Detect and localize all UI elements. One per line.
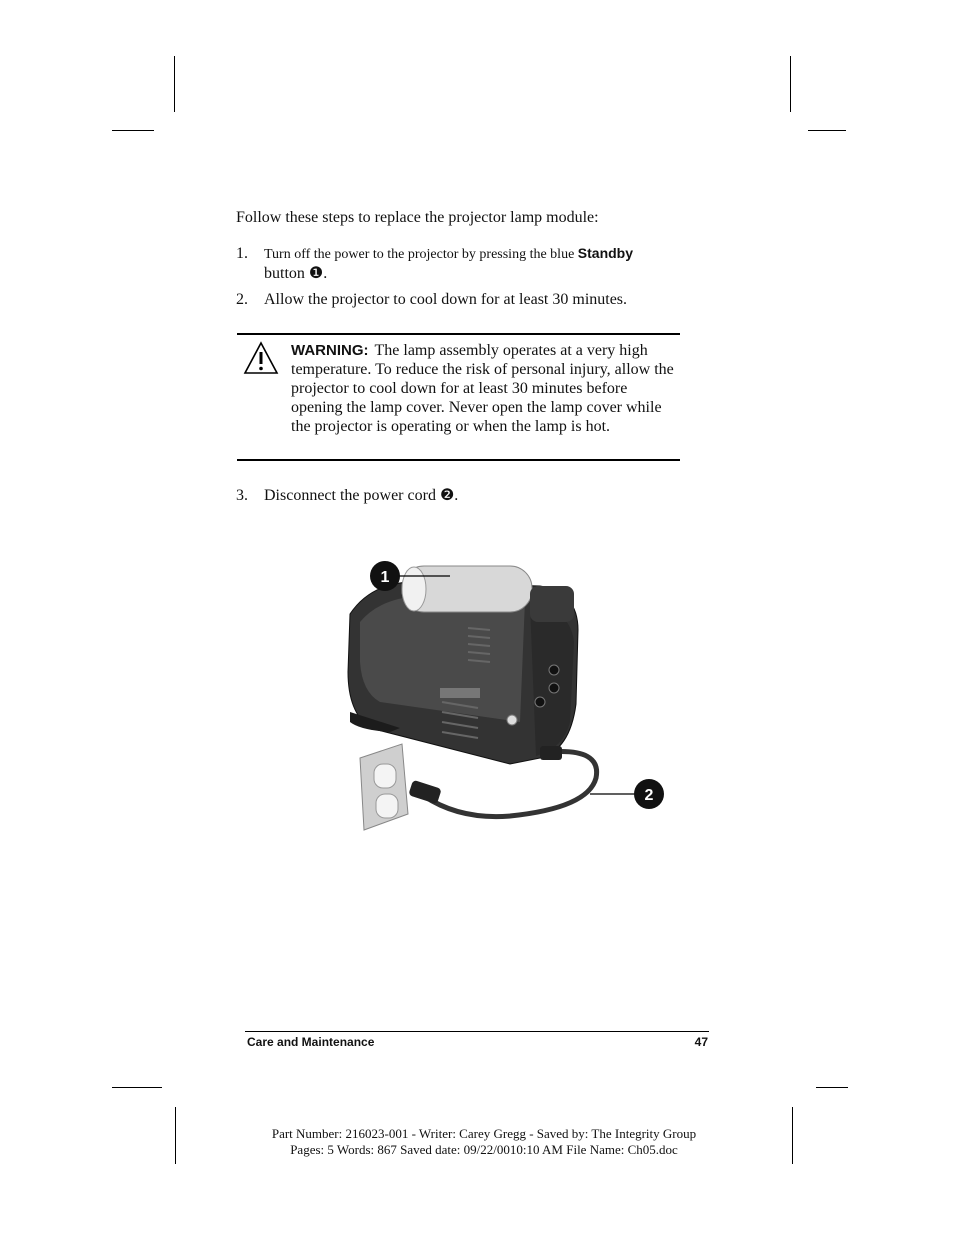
- callout-marker: ❷: [439, 487, 455, 504]
- warning-label: WARNING:: [291, 342, 369, 359]
- page-number: 47: [694, 1035, 708, 1049]
- warning-box: [237, 333, 680, 461]
- footer-rule: [245, 1031, 709, 1032]
- step-number: 3.: [236, 487, 248, 504]
- crop-mark: [112, 130, 154, 131]
- callout-1: 1: [380, 569, 390, 586]
- projector-illustration: [340, 552, 670, 834]
- warning-triangle-icon: [243, 341, 279, 375]
- step-text: Allow the projector to cool down for at least 30 minutes.: [264, 291, 628, 308]
- step-item: [236, 290, 686, 309]
- crop-mark: [792, 1107, 793, 1164]
- crop-mark: [112, 1087, 162, 1088]
- callout-2: 2: [644, 787, 654, 804]
- step-text: Turn off the power to the projector by pressing the blue: [264, 247, 578, 262]
- crop-mark: [790, 56, 791, 112]
- crop-mark: [174, 56, 175, 112]
- intro-text: Follow these steps to replace the projector lamp module:: [236, 209, 599, 226]
- step-end: .: [454, 487, 459, 504]
- step-item: [236, 244, 686, 283]
- step-text: button: [264, 265, 309, 282]
- callout-marker: ❶: [308, 265, 324, 282]
- standby-label: Standby: [577, 245, 634, 261]
- step-number: 1.: [236, 245, 248, 262]
- warning-text: [291, 341, 677, 436]
- step-number: 2.: [236, 291, 248, 308]
- step-text: Disconnect the power cord: [264, 487, 440, 504]
- part-info-line1: Part Number: 216023-001 - Writer: Carey Gregg - Saved by: The Integrity Group: [271, 1126, 697, 1141]
- crop-mark: [816, 1087, 848, 1088]
- footer-section: Care and Maintenance: [247, 1035, 375, 1049]
- part-info-line2: Pages: 5 Words: 867 Saved date: 09/22/0010:10 AM File Name: Ch05.doc: [290, 1142, 678, 1157]
- step-item: [236, 486, 686, 505]
- warning-body: The lamp assembly operates at a very high temperature. To reduce the risk of personal injury, allow the projector to cool down for at least 30 minutes before opening the lamp cover. Never open the lamp cover while the projector is operating or when the lamp is hot.: [291, 342, 674, 435]
- crop-mark: [808, 130, 846, 131]
- crop-mark: [175, 1107, 176, 1164]
- step-end: .: [323, 265, 328, 282]
